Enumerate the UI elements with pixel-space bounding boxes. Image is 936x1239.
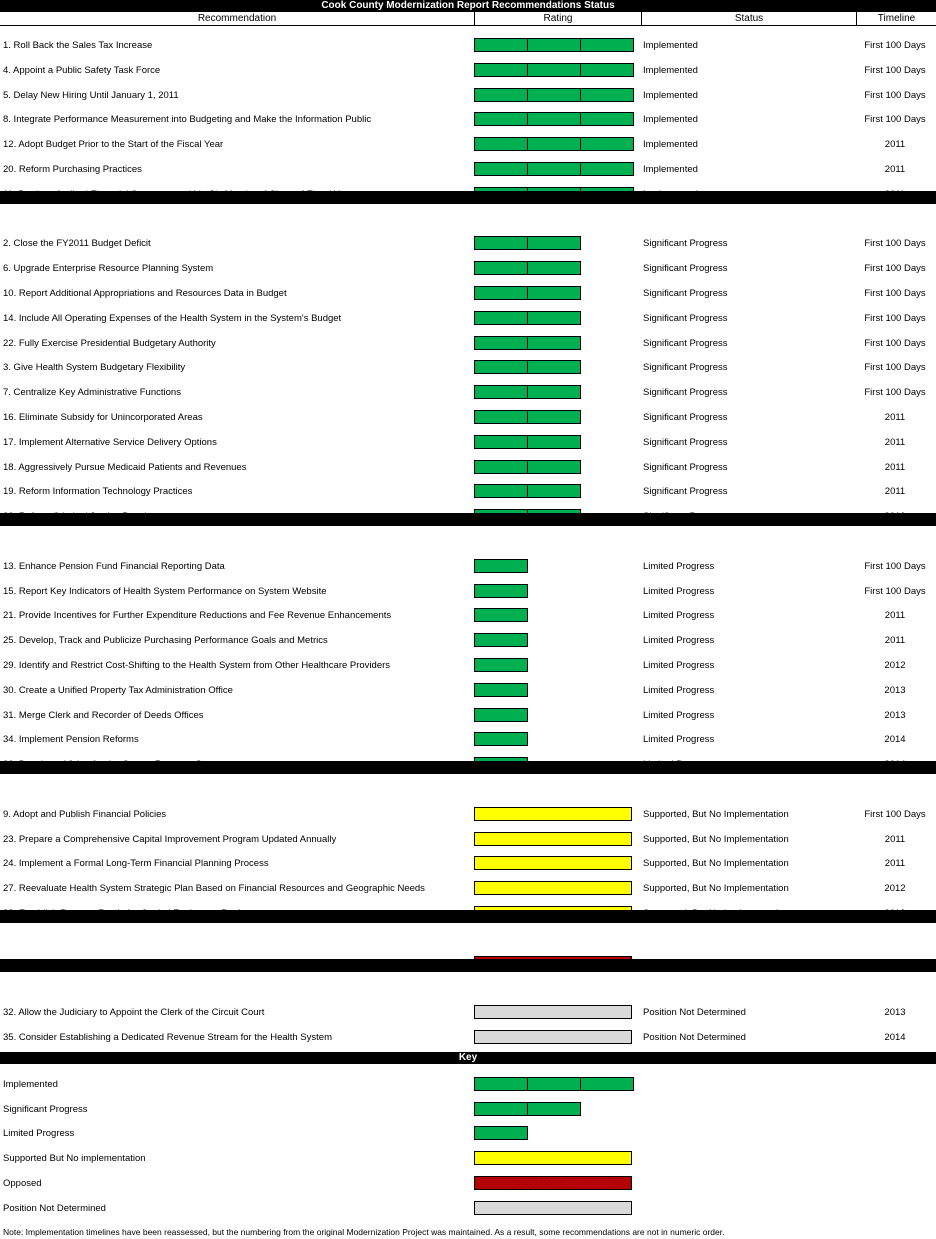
key-row [0, 1102, 936, 1120]
table-row [0, 658, 936, 676]
rating-segment [474, 112, 528, 126]
table-row [0, 683, 936, 701]
recommendation-text: 5. Delay New Hiring Until January 1, 2011 [3, 89, 179, 101]
rating-bar-green1 [474, 708, 528, 721]
rating-segment [474, 286, 528, 300]
timeline-text: First 100 Days [864, 114, 926, 126]
rating-segment [474, 658, 528, 672]
key-row [0, 1126, 936, 1144]
rating-segment [474, 261, 528, 275]
rating-segment [474, 1077, 528, 1091]
section-divider [0, 513, 936, 526]
rating-segment [527, 311, 581, 325]
rating-bar-green2 [474, 336, 581, 349]
rating-bar-green2 [474, 236, 581, 249]
timeline-text: First 100 Days [864, 89, 926, 101]
rating-segment [474, 63, 528, 77]
rating-segment [474, 410, 528, 424]
status-text: Implemented [643, 40, 698, 51]
rating-bar-yellow [474, 832, 632, 845]
rating-segment [527, 336, 581, 350]
table-row [0, 63, 936, 81]
rating-segment [474, 236, 528, 250]
rating-segment [527, 63, 581, 77]
timeline-text: 2013 [884, 709, 906, 721]
rating-segment [474, 633, 528, 647]
timeline-text: 2011 [884, 412, 906, 423]
status-text: Implemented [643, 164, 698, 175]
status-text: Implemented [643, 64, 698, 76]
timeline-text: 2012 [884, 660, 906, 671]
recommendation-text: 22. Fully Exercise Presidential Budgetary Authority [3, 337, 216, 349]
recommendation-text: 20. Reform Purchasing Practices [3, 164, 142, 175]
rating-bar-yellow [474, 1151, 632, 1164]
footnote: Note: Implementation timelines have been reassessed, but the numbering from the original Modernization Project was maintained. As a result, some recommendations are not in numeric order. [3, 1227, 725, 1237]
rating-bar-green2 [474, 286, 581, 299]
status-text: Significant Progress [643, 362, 728, 374]
header-rating: Rating [543, 13, 573, 24]
timeline-text: 2011 [884, 858, 906, 870]
table-row [0, 584, 936, 602]
key-label: Significant Progress [3, 1103, 88, 1115]
rating-bar-gray [474, 1201, 632, 1214]
recommendation-text: 24. Implement a Formal Long-Term Financial Planning Process [3, 858, 269, 870]
timeline-text: 2011 [884, 461, 906, 473]
recommendation-text: 18. Aggressively Pursue Medicaid Patients and Revenues [3, 461, 247, 473]
section-divider [0, 191, 936, 204]
recommendation-text: 7. Centralize Key Administrative Functions [3, 387, 181, 399]
rating-segment [474, 559, 528, 573]
table-row [0, 807, 936, 825]
table-row [0, 435, 936, 453]
recommendation-text: 25. Develop, Track and Publicize Purchasing Performance Goals and Metrics [3, 635, 328, 647]
recommendation-text: 10. Report Additional Appropriations and Resources Data in Budget [3, 288, 287, 299]
timeline-text: First 100 Days [864, 387, 926, 399]
rating-bar-yellow [474, 856, 632, 869]
column-headers [0, 12, 936, 26]
key-label: Position Not Determined [3, 1202, 106, 1214]
rating-bar-green1 [474, 608, 528, 621]
header-timeline: Timeline [877, 13, 916, 24]
section-divider [0, 761, 936, 774]
timeline-text: 2012 [884, 883, 906, 895]
rating-segment [527, 236, 581, 250]
rating-segment [474, 683, 528, 697]
timeline-text: 2011 [884, 436, 906, 448]
rating-segment [580, 88, 634, 102]
table-row [0, 460, 936, 478]
rating-bar-green1 [474, 584, 528, 597]
rating-bar-gray [474, 1005, 632, 1018]
rating-bar-green2 [474, 385, 581, 398]
table-row [0, 137, 936, 155]
table-row [0, 38, 936, 56]
recommendation-text: 21. Provide Incentives for Further Expenditure Reductions and Fee Revenue Enhancements [3, 610, 392, 622]
recommendation-text: 1. Roll Back the Sales Tax Increase [3, 40, 153, 51]
rating-segment [474, 1126, 528, 1140]
recommendation-text: 2. Close the FY2011 Budget Deficit [3, 238, 151, 250]
rating-segment [527, 1102, 581, 1116]
recommendation-text: 30. Create a Unified Property Tax Administration Office [3, 684, 233, 696]
recommendation-text: 6. Upgrade Enterprise Resource Planning System [3, 263, 214, 275]
table-row [0, 360, 936, 378]
rating-bar-green2 [474, 435, 581, 448]
rating-segment [474, 708, 528, 722]
recommendation-text: 13. Enhance Pension Fund Financial Reporting Data [3, 560, 225, 572]
timeline-text: 2011 [884, 486, 906, 498]
rating-segment [527, 1077, 581, 1091]
rating-bar-green2 [474, 360, 581, 373]
status-text: Supported, But No Implementation [643, 833, 789, 845]
rating-segment [474, 360, 528, 374]
timeline-text: 2014 [884, 1032, 906, 1043]
rating-bar-green3 [474, 137, 634, 150]
status-text: Limited Progress [643, 635, 715, 647]
recommendation-text: 31. Merge Clerk and Recorder of Deeds Offices [3, 709, 204, 721]
rating-segment [580, 112, 634, 126]
status-text: Significant Progress [643, 263, 728, 275]
rating-segment [527, 360, 581, 374]
timeline-text: First 100 Days [864, 362, 926, 374]
rating-fill [474, 1030, 632, 1044]
table-row [0, 88, 936, 106]
table-row [0, 1030, 936, 1048]
rating-fill [474, 832, 632, 846]
table-row [0, 608, 936, 626]
rating-segment [580, 38, 634, 52]
rating-segment [474, 732, 528, 746]
recommendation-text: 35. Consider Establishing a Dedicated Revenue Stream for the Health System [3, 1032, 332, 1043]
timeline-text: 2013 [884, 1007, 906, 1019]
recommendation-text: 23. Prepare a Comprehensive Capital Improvement Program Updated Annually [3, 833, 337, 845]
recommendation-text: 12. Adopt Budget Prior to the Start of the Fiscal Year [3, 139, 224, 151]
key-header: Key [0, 1052, 936, 1064]
rating-segment [527, 162, 581, 176]
rating-segment [527, 484, 581, 498]
rating-segment [474, 137, 528, 151]
table-row [0, 311, 936, 329]
rating-bar-green2 [474, 261, 581, 274]
status-text: Significant Progress [643, 312, 728, 324]
recommendation-text: 34. Implement Pension Reforms [3, 734, 139, 746]
rating-segment [474, 435, 528, 449]
timeline-text: 2013 [884, 684, 906, 696]
rating-segment [580, 63, 634, 77]
timeline-text: First 100 Days [864, 40, 926, 51]
rating-segment [527, 88, 581, 102]
table-row [0, 708, 936, 726]
status-text: Significant Progress [643, 288, 728, 299]
key-label: Limited Progress [3, 1128, 75, 1140]
rating-bar-green1 [474, 683, 528, 696]
rating-segment [474, 385, 528, 399]
timeline-text: First 100 Days [864, 337, 926, 349]
timeline-text: First 100 Days [864, 64, 926, 76]
rating-bar-green3 [474, 63, 634, 76]
recommendation-text: 29. Identify and Restrict Cost-Shifting to the Health System from Other Healthcare Providers [3, 660, 391, 671]
section-divider [0, 959, 936, 972]
key-label: Opposed [3, 1177, 42, 1189]
recommendation-text: 15. Report Key Indicators of Health System Performance on System Website [3, 585, 327, 597]
rating-segment [580, 137, 634, 151]
timeline-text: First 100 Days [864, 560, 926, 572]
rating-segment [474, 584, 528, 598]
rating-fill [474, 856, 632, 870]
timeline-text: First 100 Days [864, 808, 926, 820]
rating-segment [474, 88, 528, 102]
rating-segment [474, 484, 528, 498]
table-row [0, 832, 936, 850]
header-recommendation: Recommendation [197, 13, 277, 24]
timeline-text: 2011 [884, 139, 906, 151]
key-row [0, 1151, 936, 1169]
rating-bar-green2 [474, 460, 581, 473]
rating-bar-green3 [474, 88, 634, 101]
status-text: Position Not Determined [643, 1032, 746, 1043]
status-text: Limited Progress [643, 684, 715, 696]
rating-bar-gray [474, 1030, 632, 1043]
status-text: Significant Progress [643, 238, 728, 250]
recommendation-text: 4. Appoint a Public Safety Task Force [3, 64, 161, 76]
key-row [0, 1077, 936, 1095]
rating-bar-green3 [474, 162, 634, 175]
rating-bar-green1 [474, 658, 528, 671]
status-text: Limited Progress [643, 734, 715, 746]
rating-segment [474, 336, 528, 350]
rating-segment [527, 38, 581, 52]
status-text: Significant Progress [643, 486, 728, 498]
rating-bar-yellow [474, 807, 632, 820]
recommendation-text: 16. Eliminate Subsidy for Unincorporated Areas [3, 412, 203, 423]
status-text: Limited Progress [643, 610, 715, 622]
rating-segment [527, 286, 581, 300]
key-label: Supported But No implementation [3, 1153, 146, 1165]
rating-bar-green2 [474, 484, 581, 497]
table-row [0, 162, 936, 180]
table-row [0, 633, 936, 651]
rating-fill [474, 1176, 632, 1190]
rating-segment [527, 112, 581, 126]
section-divider [0, 910, 936, 923]
timeline-text: 2011 [884, 635, 906, 647]
timeline-text: First 100 Days [864, 288, 926, 299]
status-text: Limited Progress [643, 660, 715, 671]
status-text: Supported, But No Implementation [643, 808, 789, 820]
rating-segment [527, 137, 581, 151]
rating-bar-green2 [474, 1102, 581, 1115]
timeline-text: First 100 Days [864, 312, 926, 324]
rating-bar-green3 [474, 112, 634, 125]
recommendation-text: 8. Integrate Performance Measurement into Budgeting and Make the Information Public [3, 114, 372, 126]
header-status: Status [734, 13, 764, 24]
rating-fill [474, 1201, 632, 1215]
status-text: Limited Progress [643, 585, 715, 597]
rating-bar-green1 [474, 1126, 528, 1139]
rating-fill [474, 881, 632, 895]
recommendation-text: 14. Include All Operating Expenses of the Health System in the System's Budget [3, 312, 342, 324]
timeline-text: 2014 [884, 734, 906, 746]
timeline-text: 2011 [884, 833, 906, 845]
status-text: Implemented [643, 139, 698, 151]
timeline-text: First 100 Days [864, 585, 926, 597]
table-row [0, 336, 936, 354]
status-text: Implemented [643, 89, 698, 101]
rating-bar-green1 [474, 732, 528, 745]
recommendation-text: 19. Reform Information Technology Practices [3, 486, 193, 498]
rating-segment [474, 38, 528, 52]
status-text: Significant Progress [643, 387, 728, 399]
recommendation-text: 17. Implement Alternative Service Delivery Options [3, 436, 217, 448]
rating-segment [474, 1102, 528, 1116]
table-row [0, 484, 936, 502]
table-row [0, 261, 936, 279]
table-row [0, 1005, 936, 1023]
rating-segment [527, 435, 581, 449]
rating-segment [474, 608, 528, 622]
rating-bar-red [474, 1176, 632, 1189]
status-text: Implemented [643, 114, 698, 126]
rating-bar-green1 [474, 633, 528, 646]
status-text: Significant Progress [643, 412, 728, 423]
rating-segment [580, 162, 634, 176]
status-text: Significant Progress [643, 461, 728, 473]
rating-fill [474, 807, 632, 821]
rating-bar-green1 [474, 559, 528, 572]
rating-segment [580, 1077, 634, 1091]
status-text: Supported, But No Implementation [643, 883, 789, 895]
status-text: Significant Progress [643, 337, 728, 349]
rating-bar-green2 [474, 410, 581, 423]
recommendation-text: 27. Reevaluate Health System Strategic Plan Based on Financial Resources and Geographic Needs [3, 883, 425, 895]
status-text: Position Not Determined [643, 1007, 746, 1019]
timeline-text: First 100 Days [864, 238, 926, 250]
table-row [0, 410, 936, 428]
table-row [0, 881, 936, 899]
recommendation-text: 9. Adopt and Publish Financial Policies [3, 808, 167, 820]
table-row [0, 732, 936, 750]
key-row [0, 1176, 936, 1194]
status-text: Limited Progress [643, 709, 715, 721]
timeline-text: First 100 Days [864, 263, 926, 275]
report-title: Cook County Modernization Report Recommendations Status [0, 0, 936, 12]
recommendation-text: 32. Allow the Judiciary to Appoint the Clerk of the Circuit Court [3, 1007, 265, 1019]
status-text: Significant Progress [643, 436, 728, 448]
rating-segment [527, 460, 581, 474]
status-text: Supported, But No Implementation [643, 858, 789, 870]
table-row [0, 236, 936, 254]
rating-bar-yellow [474, 881, 632, 894]
rating-segment [474, 311, 528, 325]
rating-bar-green3 [474, 38, 634, 51]
key-label: Implemented [3, 1079, 58, 1090]
rating-segment [527, 410, 581, 424]
table-row [0, 856, 936, 874]
rating-bar-green3 [474, 1077, 634, 1090]
rating-segment [527, 385, 581, 399]
rating-fill [474, 1005, 632, 1019]
timeline-text: 2011 [884, 164, 906, 175]
table-row [0, 112, 936, 130]
table-row [0, 385, 936, 403]
status-text: Limited Progress [643, 560, 715, 572]
rating-segment [527, 261, 581, 275]
table-row [0, 559, 936, 577]
timeline-text: 2011 [884, 610, 906, 622]
table-row [0, 286, 936, 304]
rating-fill [474, 1151, 632, 1165]
recommendation-text: 3. Give Health System Budgetary Flexibility [3, 362, 186, 374]
rating-segment [474, 460, 528, 474]
key-row [0, 1201, 936, 1219]
rating-bar-green2 [474, 311, 581, 324]
rating-segment [474, 162, 528, 176]
